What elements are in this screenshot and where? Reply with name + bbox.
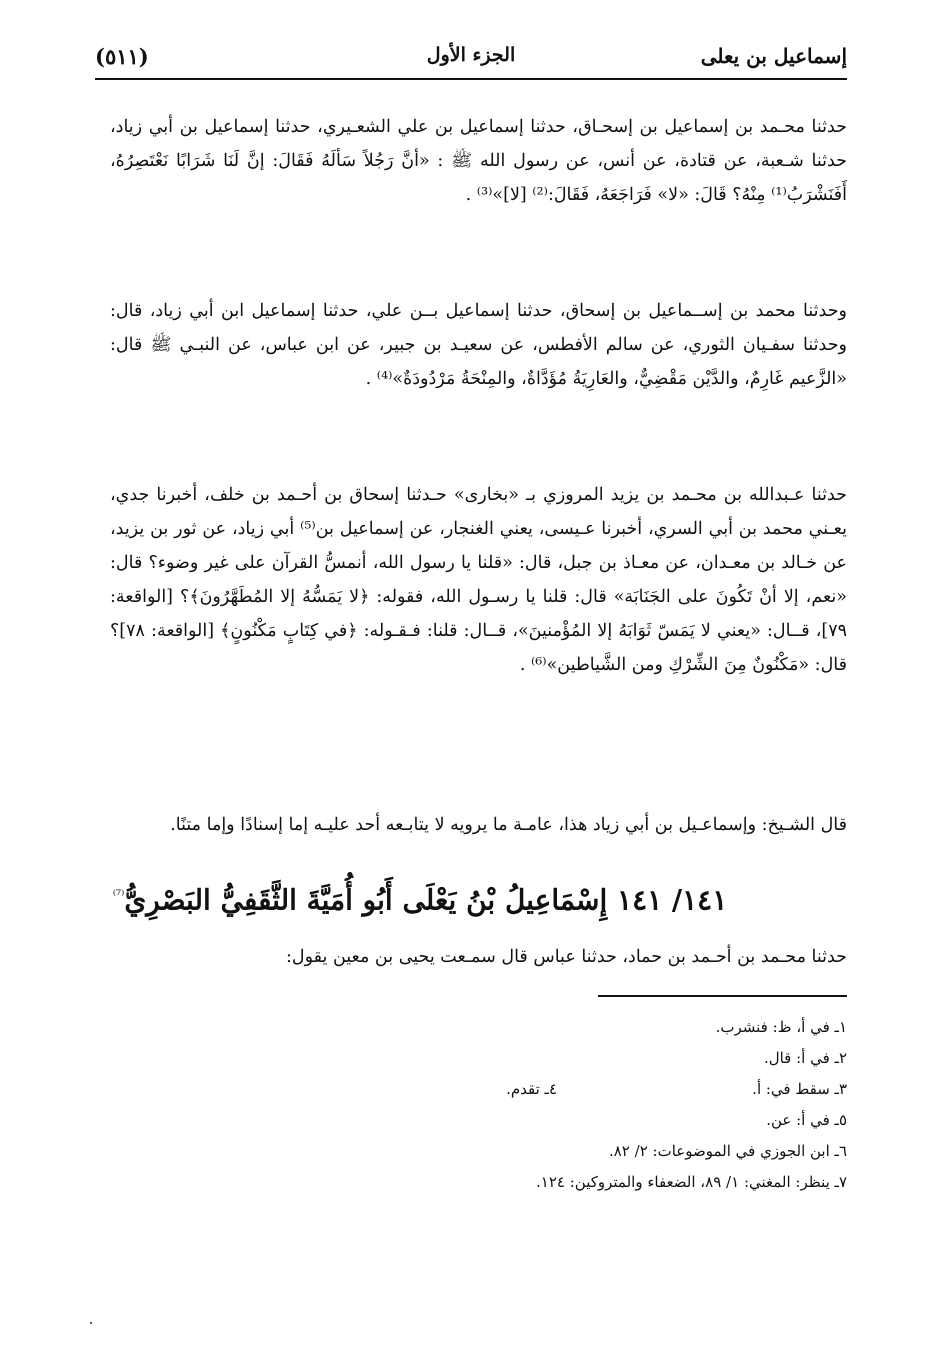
footnote-row (110, 1074, 847, 1105)
footnote-row (110, 1105, 847, 1136)
footnote-7: ٧ـ ينظر: المغني: ١/ ٨٩، الضعفاء والمتروكين: ١٢٤. (536, 1173, 847, 1191)
paragraph-hadith-1: حدثنا محـمد بن إسماعيل بن إسحـاق، حدثنا إسماعيل بن علي الشعـيري، حدثنا إسماعيل بن أبي زياد، حدثنا شـعبة، عن قتادة، عن أنس، عن رسول الله ﷺ : «أنَّ رَجُلاً سَألَهُ فَقَالَ: إنَّ لَنَا شَرَابًا نَعْتَصِرُهُ، أَفَنَشْرَبُ⁽¹⁾ مِنْهُ؟ قَالَ: «لا» فَرَاجَعَهُ، فَقَالَ:⁽²⁾ [لا]»⁽³⁾ . (110, 117, 847, 205)
footnote-5: ٥ـ في أ: عن. (766, 1111, 847, 1129)
running-title: إسماعيل بن يعلى (700, 44, 847, 68)
running-header (95, 38, 847, 78)
footnote-4: ٤ـ تقدم. (506, 1080, 557, 1098)
footnote-6: ٦ـ ابن الجوزي في الموضوعات: ٢/ ٨٢. (608, 1142, 847, 1160)
footnote-2: ٢ـ في أ: قال. (763, 1049, 847, 1067)
footnote-row (110, 1136, 847, 1167)
header-rule (95, 78, 847, 80)
volume-label: الجزء الأول (426, 44, 516, 66)
entry-first-line: حدثنا محـمد بن أحـمد بن حماد، حدثنا عباس قال سمـعت يحيى بن معين يقول: (286, 947, 847, 967)
entry-heading-note: ⁽⁷⁾ (112, 888, 125, 903)
entry-heading (110, 868, 730, 928)
footnote-3: ٣ـ سقط في: أ. (752, 1080, 847, 1098)
footnotes (110, 1012, 847, 1198)
entry-heading-text: ١٤١/ ١٤١ إِسْمَاعِيلُ بْنُ يَعْلَى أَبُو أُمَيَّةَ الثَّقَفِيُّ البَصْرِيُّ (124, 883, 728, 917)
scan-speck (90, 1322, 92, 1324)
footnote-rule (598, 995, 847, 997)
paragraph-hadith-2: وحدثنا محمد بن إســماعيل بن إسحاق، حدثنا إسماعيل بــن علي، حدثنا إسماعيل ابن أبي زياد، قال: وحدثنا سفـيان الثوري، عن سالم الأفطس، عن سعيـد بن جبير، عن ابن عباس، عن النبـي ﷺ قال: «الزَّعيم غَارِمٌ، والدَّيْن مَقْضِيٌّ، والعَارِيَةُ مُؤَدَّاةٌ، والمِنْحَةُ مَرْدُودَةٌ»⁽⁴⁾ . (110, 301, 847, 389)
footnote-row (110, 1167, 847, 1198)
paragraph-sheikh-comment: قال الشـيخ: وإسماعـيل بن أبي زياد هذا، عامـة ما يرويه لا يتابـعه أحد عليـه إما إسنادًا وإما متنًا. (170, 815, 847, 835)
footnote-row (110, 1012, 847, 1043)
footnote-row (110, 1043, 847, 1074)
footnote-1: ١ـ في أ، ظ: فنشرب. (715, 1018, 847, 1036)
page-number: (٥١١) (95, 44, 149, 69)
paragraph-hadith-3: حدثنا عـبدالله بن محـمد بن يزيد المروزي بـ «بخارى» حـدثنا إسحاق بن أحـمد بن خلف، أخبرنا جدي، يعـني محمد بن أبي السري، أخبرنا عـيسى، يعني الغنجار، عن إسماعيل بن⁽⁵⁾ أبي زياد، عن ثور بن يزيد، عن خـالد بن معـدان، عن معـاذ بن جبل، قال: «قلنا يا رسول الله، أنمسُّ القرآن على غير وضوء؟ قال: «نعم، إلا أنْ تَكُونَ على الجَنَابَة» قال: قلنا يا رسـول الله، فقوله: ﴿لا يَمَسُّهُ إلا المُطَهَّرُونَ﴾؟ [الواقعة: ٧٩]، قــال: «يعني لا يَمَسّ ثَوَابَهُ إلا المُؤْمنينَ»، قــال: قلنا: فـقـوله: ﴿في كِتَابٍ مَكْنُونٍ﴾ [الواقعة: ٧٨]؟ قال: «مَكْنُونٌ مِنَ الشِّرْكِ ومن الشَّياطين»⁽⁶⁾ . (110, 485, 847, 675)
